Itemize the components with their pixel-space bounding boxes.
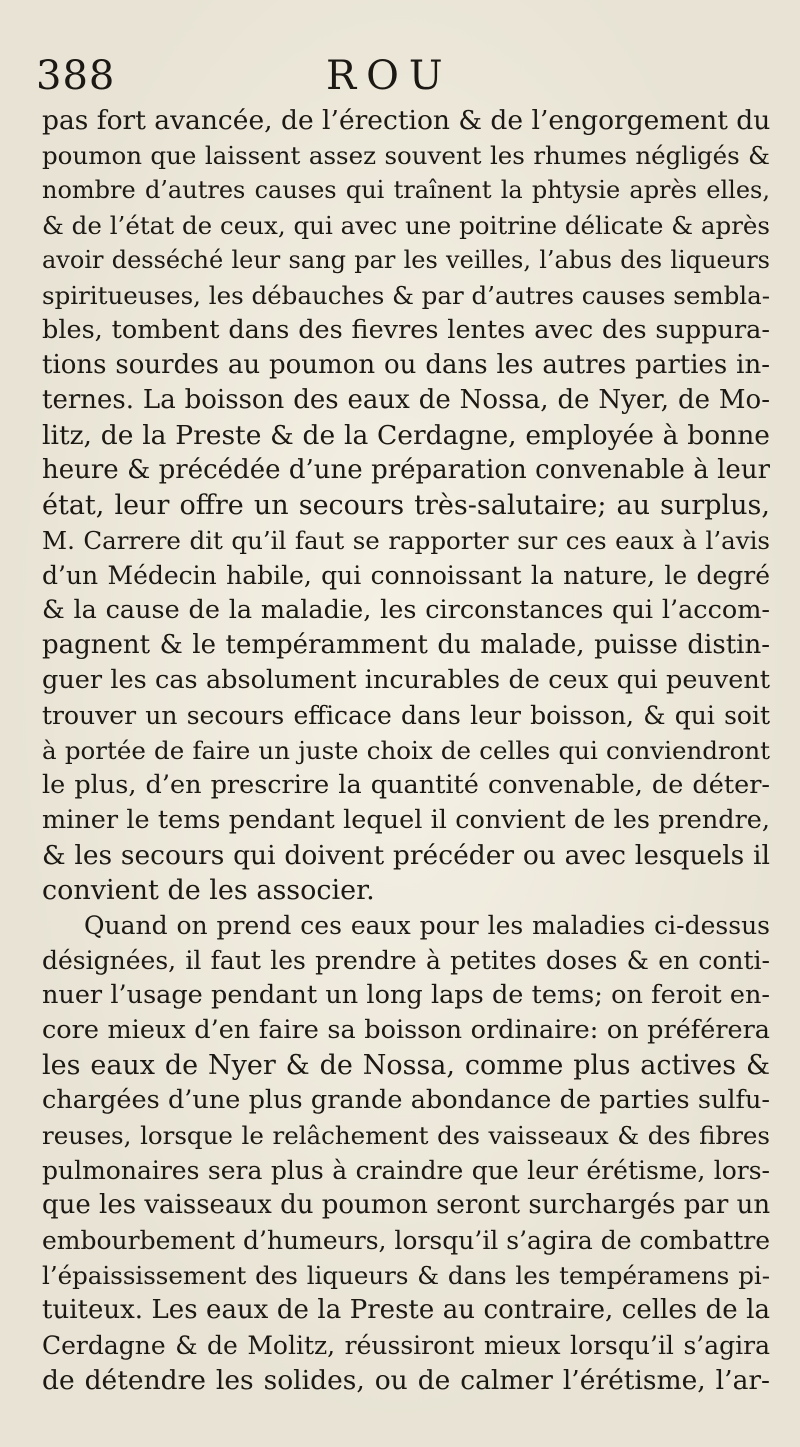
text-line: litz, de la Preste & de la Cerdagne, employée à bonne: [42, 420, 770, 451]
text-line: Quand on prend ces eaux pour les maladies ci-dessus: [84, 911, 770, 940]
text-line: l’épaississement des liqueurs & dans les tempéramens pi-: [42, 1261, 770, 1290]
text-line: les eaux de Nyer & de Nossa, comme plus actives &: [42, 1050, 770, 1081]
text-line: tions sourdes au poumon ou dans les autres parties in-: [42, 350, 770, 380]
text-line: avoir desséché leur sang par les veilles, l’abus des liqueurs: [42, 246, 770, 274]
page-number: 388: [36, 53, 116, 99]
paragraph-1: [42, 103, 770, 908]
text-line: pulmonaires sera plus à craindre que leur érétisme, lors-: [42, 1156, 770, 1185]
text-line: que les vaisseaux du poumon seront surchargés par un: [42, 1190, 770, 1220]
text-line: état, leur offre un secours très-salutaire; au surplus,: [42, 490, 770, 521]
body-text: [42, 103, 770, 1398]
text-line: pas fort avancée, de l’érection & de l’engorgement du: [42, 105, 770, 136]
text-line: à portée de faire un juste choix de celles qui conviendront: [42, 736, 770, 765]
text-line: spiritueuses, les débauches & par d’autres causes sembla-: [42, 281, 770, 310]
text-line: bles, tombent dans des fievres lentes avec des suppura-: [42, 315, 770, 345]
text-line: heure & précédée d’une préparation convenable à leur: [42, 455, 770, 485]
text-line: le plus, d’en prescrire la quantité convenable, de déter-: [42, 770, 770, 800]
text-line: guer les cas absolument incurables de ceux qui peuvent: [42, 665, 770, 695]
text-line: embourbement d’humeurs, lorsqu’il s’agira de combattre: [42, 1226, 770, 1255]
running-head: ROU: [326, 53, 453, 99]
text-line: nuer l’usage pendant un long laps de tems; on feroit en-: [42, 980, 770, 1010]
text-line: trouver un secours efficace dans leur boisson, & qui soit: [42, 701, 770, 730]
text-line: tuiteux. Les eaux de la Preste au contraire, celles de la: [42, 1295, 770, 1325]
text-line: d’un Médecin habile, qui connoissant la nature, le degré: [42, 561, 770, 590]
paragraph-2: [42, 908, 770, 1398]
text-line: & la cause de la maladie, les circonstances qui l’accom-: [42, 595, 770, 625]
text-line: poumon que laissent assez souvent les rhumes négligés &: [42, 141, 770, 170]
text-line: & les secours qui doivent précéder ou avec lesquels il: [42, 840, 770, 871]
text-line: reuses, lorsque le relâchement des vaisseaux & des fibres: [42, 1121, 770, 1150]
text-line: ternes. La boisson des eaux de Nossa, de Nyer, de Mo-: [42, 385, 770, 415]
text-line: chargées d’une plus grande abondance de parties sulfu-: [42, 1085, 770, 1115]
text-line: nombre d’autres causes qui traînent la phtysie après elles,: [42, 176, 770, 204]
text-line: & de l’état de ceux, qui avec une poitrine délicate & après: [42, 211, 770, 240]
text-line: core mieux d’en faire sa boisson ordinaire: on préférera: [42, 1015, 770, 1045]
text-line: miner le tems pendant lequel il convient de les prendre,: [42, 805, 770, 835]
text-line: désignées, il faut les prendre à petites doses & en conti-: [42, 946, 770, 975]
text-line: convient de les associer.: [42, 875, 375, 906]
text-line: pagnent & le tempéramment du malade, puisse distin-: [42, 630, 770, 660]
text-line: M. Carrere dit qu’il faut se rapporter sur ces eaux à l’avis: [42, 526, 770, 555]
text-line: Cerdagne & de Molitz, réussiront mieux lorsqu’il s’agira: [42, 1331, 770, 1360]
text-line: de détendre les solides, ou de calmer l’érétisme, l’ar-: [42, 1365, 770, 1396]
